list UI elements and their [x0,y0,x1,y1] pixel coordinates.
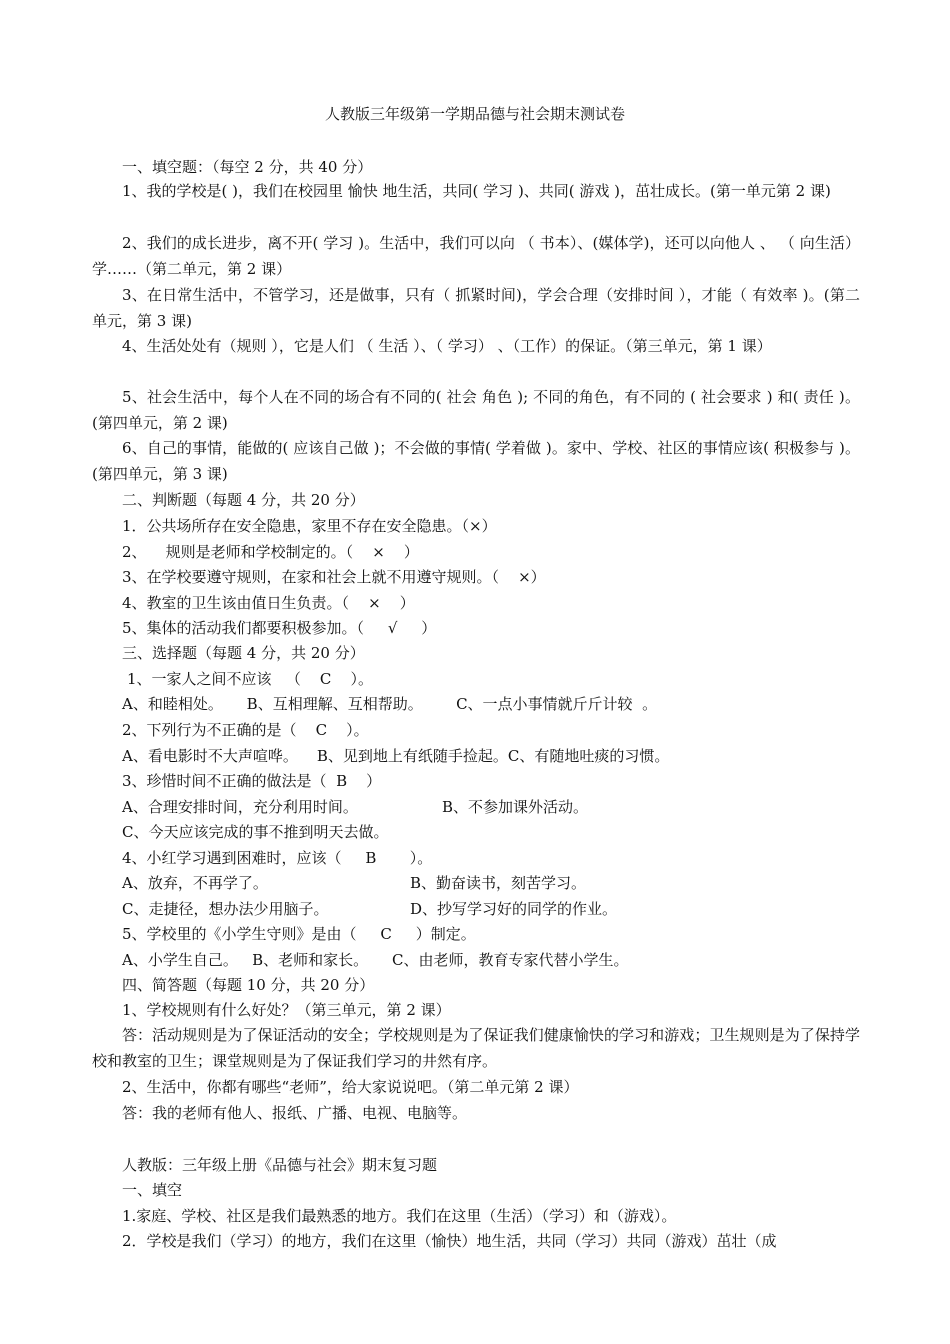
review-question-1: 1.家庭、学校、社区是我们最熟悉的地方。我们在这里（生活）（学习）和（游戏）。 [122,1207,677,1225]
question-3-4-option-d: D、抄写学习好的同学的作业。 [410,900,618,918]
question-3-4-option-a: A、放弃，不再学了。 [122,874,268,892]
question-3-3-option-a: A、合理安排时间，充分利用时间。 [122,798,358,816]
section-heading-multiple-choice: 三、选择题（每题 4 分，共 20 分） [122,644,365,662]
question-3-4-option-b: B、勤奋读书，刻苦学习。 [410,874,587,892]
page-title: 人教版三年级第一学期品德与社会期末测试卷 [324,105,625,123]
question-3-3-option-b: B、不参加课外活动。 [442,798,589,816]
question-3-3-option-c: C、今天应该完成的事不推到明天去做。 [122,823,389,841]
question-3-2: 2、下列行为不正确的是（ C ）。 [122,721,369,739]
section-heading-fill-blank: 一、填空题：（每空 2 分，共 40 分） [122,158,373,176]
question-4-1: 1、学校规则有什么好处？（第三单元，第 2 课） [122,1001,451,1019]
question-2-4: 4、教室的卫生该由值日生负责。（ × ） [122,594,415,612]
question-3-4-option-c: C、走捷径，想办法少用脑子。 [122,900,329,918]
question-2-5: 5、集体的活动我们都要积极参加。（ √ ） [122,619,437,637]
question-2-1: 1．公共场所存在安全隐患，家里不存在安全隐患。（×） [122,517,497,535]
question-1-3: 3、在日常生活中，不管学习，还是做事，只有（ 抓紧时间)，学会合理（安排时间 ），才能（ 有效率 )。(第二单元，第 3 课) [92,286,860,330]
question-3-5-options: A、小学生自己。 B、老师和家长。 C、由老师，教育专家代替小学生。 [122,951,629,969]
section-heading-short-answer: 四、简答题（每题 10 分，共 20 分） [122,976,375,994]
question-2-2: 2、 规则是老师和学校制定的。（ × ） [122,543,419,561]
question-3-1: 1、一家人之间不应该 （ C ）。 [127,670,373,688]
review-question-2: 2．学校是我们（学习）的地方，我们在这里（愉快）地生活，共同（学习）共同（游戏）茁壮（成 [122,1232,777,1250]
question-2-3: 3、在学校要遵守规则，在家和社会上就不用遵守规则。（ ×） [122,568,546,586]
section-heading-true-false: 二、判断题（每题 4 分，共 20 分） [122,491,365,509]
review-section-heading: 一、填空 [122,1181,183,1199]
question-3-5: 5、学校里的《小学生守则》是由（ C ）制定。 [122,925,476,943]
question-3-2-options: A、看电影时不大声喧哗。 B、见到地上有纸随手捡起。C、有随地吐痰的习惯。 [122,747,670,765]
question-1-6: 6、自己的事情，能做的( 应该自己做 )；不会做的事情( 学着做 )。家中、学校、社区的事情应该( 积极参与 )。(第四单元，第 3 课) [92,439,860,483]
question-3-4: 4、小红学习遇到困难时，应该（ B ）。 [122,849,433,867]
question-4-2: 2、生活中，你都有哪些“老师”，给大家说说吧。（第二单元第 2 课） [122,1078,579,1096]
question-1-5: 5、社会生活中，每个人在不同的场合有不同的( 社会 角色 ); 不同的角色，有不同的 ( 社会要求 ) 和( 责任 )。(第四单元，第 2 课) [92,388,860,432]
question-1-1: 1、我的学校是( )，我们在校园里 愉快 地生活，共同( 学习 )、共同( 游戏 )，茁壮成长。(第一单元第 2 课) [122,182,831,200]
question-3-3: 3、珍惜时间不正确的做法是（ B ） [122,772,382,790]
review-title: 人教版：三年级上册《品德与社会》期末复习题 [122,1156,438,1174]
answer-4-1: 答：活动规则是为了保证活动的安全；学校规则是为了保证我们健康愉快的学习和游戏；卫生规则是为了保持学校和教室的卫生；课堂规则是为了保证我们学习的井然有序。 [92,1026,860,1070]
answer-4-2: 答：我的老师有他人、报纸、广播、电视、电脑等。 [122,1104,468,1122]
question-1-2: 2、我们的成长进步，离不开( 学习 )。生活中，我们可以向 （ 书本）、(媒体学)，还可以向他人 、 （ 向生活）学……（第二单元，第 2 课） [92,234,860,278]
question-3-1-options: A、和睦相处。 B、互相理解、互相帮助。 C、一点小事情就斤斤计较 。 [122,695,658,713]
question-1-4: 4、生活处处有（规则 ），它是人们 （ 生活 ）、（ 学习） 、（工作）的保证。（第三单元，第 1 课） [122,337,772,355]
